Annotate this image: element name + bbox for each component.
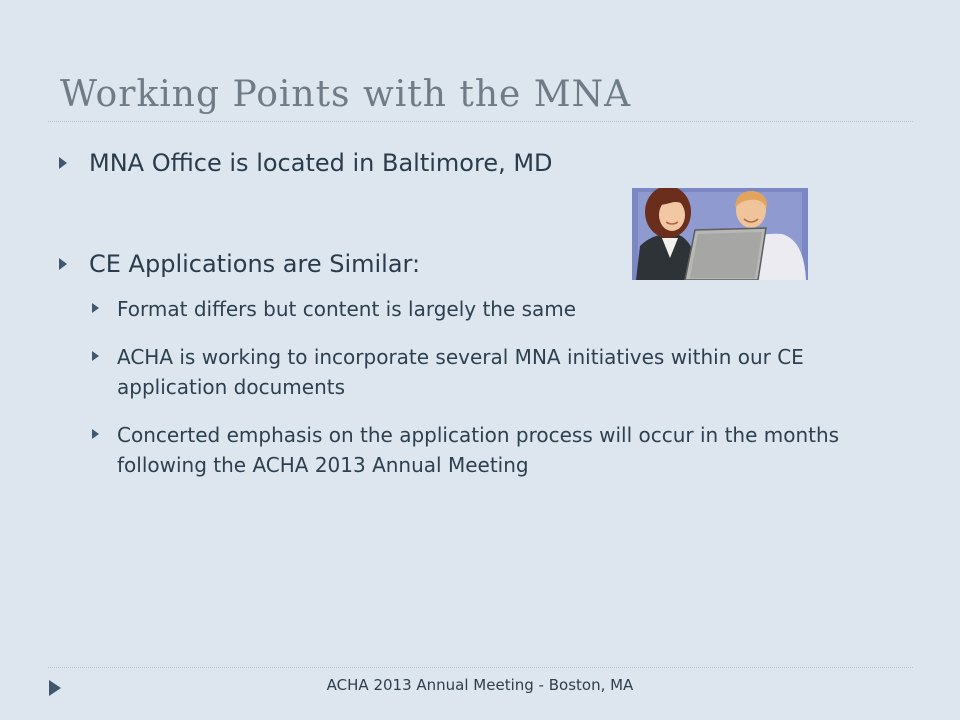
sub-bullet-text: Concerted emphasis on the application process will occur in the months following the ACHA 2013 Annual Meeting: [117, 423, 840, 477]
triangle-bullet-icon: [92, 303, 99, 313]
footer-divider: [48, 667, 913, 668]
bullet-item: [89, 148, 553, 178]
two-people-laptop-clipart: [632, 188, 808, 280]
title-divider: [48, 121, 913, 122]
slide-title: Working Points with the MNA: [60, 74, 632, 115]
sub-bullet-text: ACHA is working to incorporate several MNA initiatives within our CE application documents: [117, 345, 804, 399]
bullet-text: MNA Office is located in Baltimore, MD: [89, 149, 553, 177]
triangle-bullet-icon: [92, 351, 99, 361]
triangle-bullet-icon: [59, 258, 67, 270]
bullet-text: CE Applications are Similar:: [89, 250, 421, 278]
sub-bullet-item: [117, 420, 877, 480]
triangle-bullet-icon: [59, 157, 67, 169]
bullet-item: [89, 249, 420, 279]
slide-footer: ACHA 2013 Annual Meeting - Boston, MA: [326, 676, 634, 694]
sub-bullet-text: Format differs but content is largely the same: [117, 297, 577, 321]
sub-bullet-item: [117, 294, 877, 324]
triangle-bullet-icon: [92, 429, 99, 439]
sub-bullet-item: [117, 342, 877, 402]
